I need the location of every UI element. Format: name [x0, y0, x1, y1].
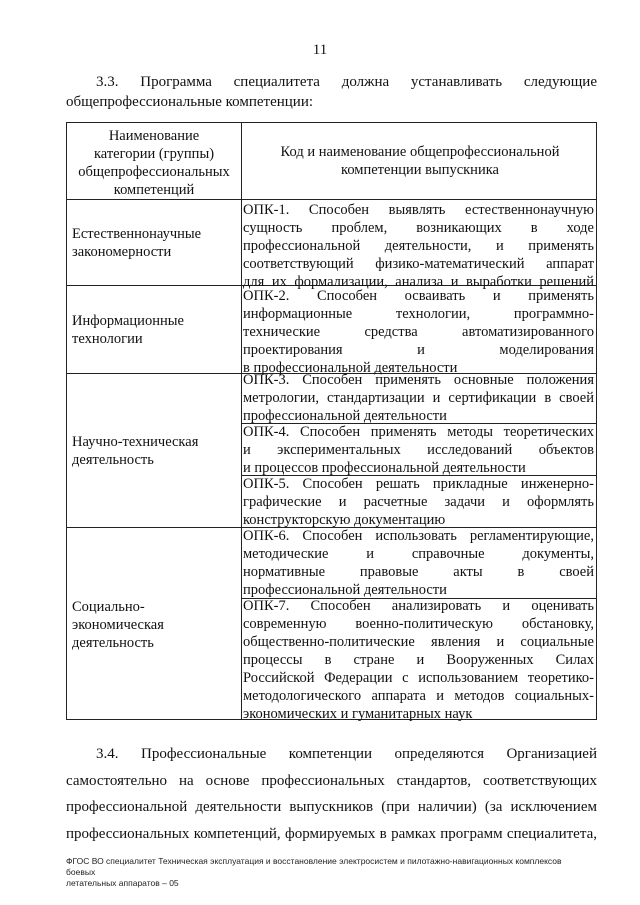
- category-text: Естественнонаучные: [72, 225, 202, 242]
- competency-text: общественно-политические явления и социальные: [243, 634, 594, 650]
- intro-paragraph: [66, 72, 597, 112]
- category-text: закономерности: [72, 243, 172, 260]
- competency-text: Российской Федерации с использованием теоретико-: [243, 670, 594, 686]
- category-text: Социально-: [72, 598, 145, 615]
- competency-text: технические средства автоматизированного: [243, 324, 594, 340]
- category-cell: [67, 200, 241, 285]
- competency-text: метрологии, стандартизации и сертификации в своей: [243, 390, 594, 406]
- competency-text: экономических и гуманитарных наук: [243, 706, 473, 722]
- competency-text: ОПК-6. Способен использовать регламентирующие,: [243, 528, 594, 544]
- header-text: компетенции выпускника: [341, 162, 499, 178]
- footer-line: ФГОС ВО специалитет Техническая эксплуатация и восстановление электросистем и пилотажно-навигационных комплексов боевых: [66, 856, 562, 877]
- competency-text: процессы в стране и Вооруженных Силах: [243, 652, 594, 668]
- competency-text: информационные технологии, программно-: [243, 306, 594, 322]
- competency-text: современную военно-политическую обстановку,: [243, 616, 594, 632]
- competency-text: ОПК-1. Способен выявлять естественнонаучную: [243, 202, 594, 218]
- competency-text: нормативные правовые акты в своей: [243, 564, 594, 580]
- header-text: категории (группы): [93, 146, 215, 162]
- category-text: технологии: [72, 330, 143, 347]
- competency-text: ОПК-7. Способен анализировать и оценивать: [243, 598, 594, 614]
- competency-text: сущность проблем, возникающих в ходе: [243, 220, 594, 236]
- competency-text: ОПК-5. Способен решать прикладные инженерно-: [243, 476, 594, 492]
- competency-text: ОПК-2. Способен осваивать и применять: [243, 288, 594, 304]
- competency-text: методологического аппарата и методов социальных-: [243, 688, 594, 704]
- competency-text: профессиональной деятельности: [243, 582, 447, 598]
- section-3-4-paragraph: [66, 741, 597, 847]
- category-text: деятельность: [72, 451, 154, 468]
- section-line: профессиональной деятельности выпускников (при наличии) (за исключением: [66, 799, 597, 815]
- competency-text: графические и расчетные задачи и оформлять: [243, 494, 594, 510]
- intro-line: общепрофессиональные компетенции:: [66, 94, 314, 110]
- section-line: 3.4. Профессиональные компетенции определяются Организацией: [96, 746, 597, 762]
- header-text: компетенций: [113, 182, 195, 198]
- table-column-divider: [241, 123, 242, 719]
- header-text: общепрофессиональных: [78, 164, 230, 180]
- intro-line: 3.3. Программа специалитета должна устанавливать следующие: [96, 74, 597, 90]
- competency-opk5: [243, 475, 594, 529]
- category-text: Научно-техническая: [72, 433, 199, 450]
- competency-text: конструкторскую документацию: [243, 512, 446, 528]
- category-cell: [67, 374, 241, 527]
- table-header-competence: [242, 143, 598, 179]
- competency-text: соответствующий физико-математический аппарат: [243, 256, 594, 272]
- competency-opk2: [243, 287, 594, 377]
- competency-text: и экспериментальных исследований объектов: [243, 442, 594, 458]
- footer-line: летательных аппаратов – 05: [66, 878, 179, 888]
- category-text: деятельность: [72, 634, 154, 651]
- competency-opk3: [243, 371, 594, 425]
- page-number: 11: [312, 42, 328, 58]
- competency-text: ОПК-4. Способен применять методы теоретических: [243, 424, 594, 440]
- category-text: экономическая: [72, 616, 164, 633]
- competencies-table: [66, 122, 597, 720]
- competency-opk6: [243, 527, 594, 599]
- category-text: Информационные: [72, 312, 184, 329]
- competency-text: профессиональной деятельности: [243, 408, 447, 424]
- table-header-category: [67, 127, 241, 199]
- competency-text: проектирования и моделирования: [243, 342, 594, 358]
- competency-text: и процессов профессиональной деятельности: [243, 460, 526, 476]
- header-text: Код и наименование общепрофессиональной: [280, 144, 560, 160]
- header-text: Наименование: [108, 128, 200, 144]
- competency-text: методические и справочные документы,: [243, 546, 594, 562]
- competency-text: в профессиональной деятельности: [243, 360, 458, 376]
- competency-text: профессиональной деятельности, и применять: [243, 238, 594, 254]
- competency-text: ОПК-3. Способен применять основные положения: [243, 372, 594, 388]
- section-line: самостоятельно на основе профессиональных стандартов, соответствующих: [66, 772, 597, 789]
- competency-opk4: [243, 423, 594, 477]
- competency-text: для их формализации, анализа и выработки решений: [243, 274, 594, 290]
- page-footer: [66, 856, 586, 889]
- competency-opk1: [243, 201, 594, 291]
- competency-opk7: [243, 597, 594, 723]
- section-line: профессиональных компетенций, формируемых в рамках программ специалитета,: [66, 825, 597, 842]
- category-cell: [67, 286, 241, 373]
- category-cell: [67, 528, 241, 721]
